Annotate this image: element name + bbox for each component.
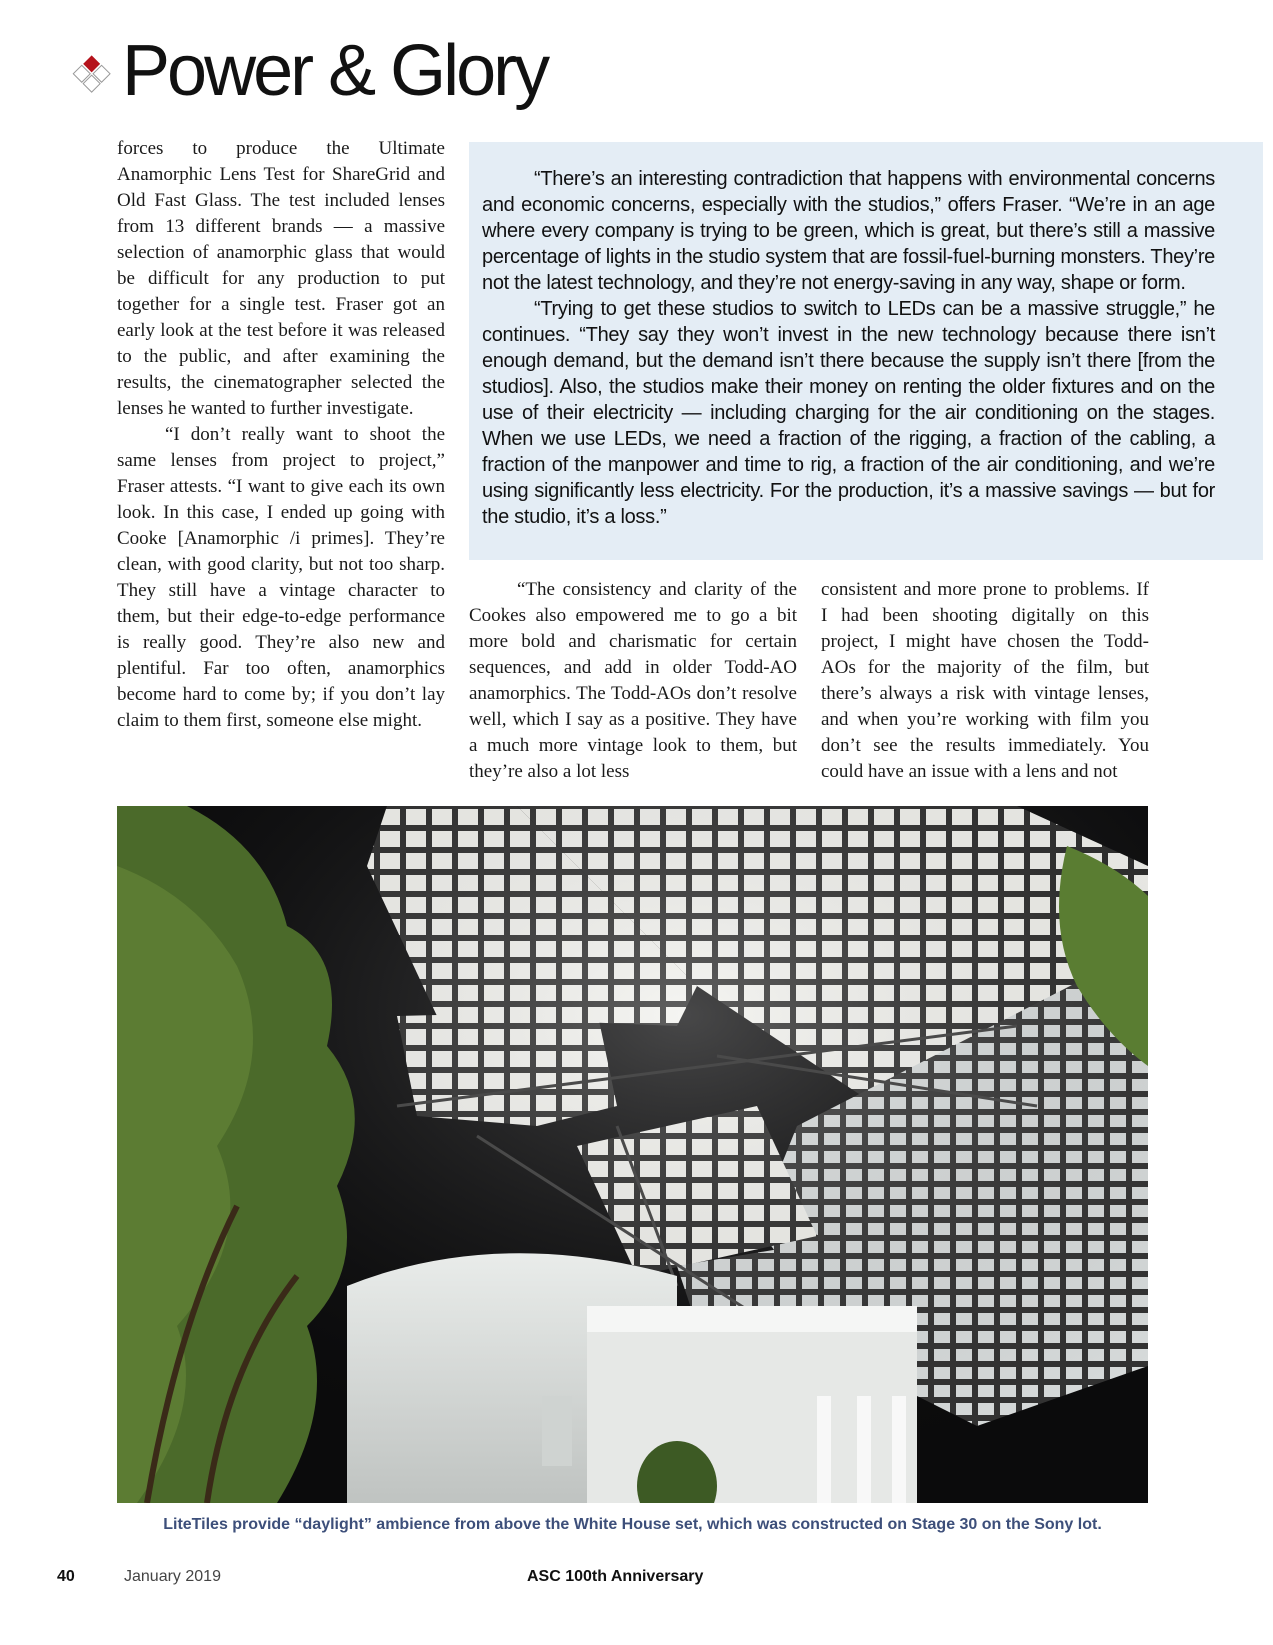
sidebar-paragraph: “Trying to get these studios to switch to LEDs can be a massive struggle,” he continues. “They say they won’t invest in the new technology because there isn’t enough demand, but the demand isn’t there because the supply isn’t there [from the studios]. Also, the studios make their money on renting the older fixtures and on the use of their electricity — including charging for the air conditioning on the stages. When we use LEDs, we need a fraction of the rigging, a fraction of the cabling, a fraction of the manpower and time to rig, a fraction of the air conditioning, and we’re using significantly less electricity. For the production, it’s a massive savings — but for the studio, it’s a loss.” xyxy=(482,298,1215,528)
article-paragraph: consistent and more prone to problems. If I had been shooting digitally on this project, I might have chosen the Todd-AOs for the majority of the film, but there’s always a risk with vintage lenses, and when you’re working with film you don’t see the results immediately. You could have an issue with a lens and not xyxy=(821,579,1149,782)
article-paragraph: “I don’t really want to shoot the same lenses from project to project,” Fraser attests. “I want to give each its own look. In this case, I ended up going with Cooke [Anamorphic /i primes]. They’re clean, with good clarity, but not too sharp. They still have a vintage character to them, but their edge-to-edge performance is really good. They’re also new and plentiful. Far too often, anamorphics become hard to come by; if you don’t lay claim to them first, someone else might. xyxy=(117,424,445,731)
article-column-middle xyxy=(469,577,797,785)
page-title: Power & Glory xyxy=(122,31,548,111)
publication-name: ASC 100th Anniversary xyxy=(527,1568,704,1585)
article-paragraph: forces to produce the Ultimate Anamorphic Lens Test for ShareGrid and Old Fast Glass. The test included lenses from 13 different brands — a massive selection of anamorphic glass that would be difficult for any production to put together for a single test. Fraser got an early look at the test before it was released to the public, and after examining the results, the cinematographer selected the lenses he wanted to further investigate. xyxy=(117,138,445,419)
photo-caption: LiteTiles provide “daylight” ambience from above the White House set, which was constructed on Stage 30 on the Sony lot. xyxy=(163,1516,1102,1533)
sidebar-paragraph: “There’s an interesting contradiction that happens with environmental concerns and economic concerns, especially with the studios,” offers Fraser. “We’re in an age where every company is trying to be green, which is great, but there’s still a massive percentage of lights in the studio system that are fossil-fuel-burning monsters. They’re not the latest technology, and they’re not energy-saving in any way, shape or form. xyxy=(482,168,1215,294)
article-paragraph: “The consistency and clarity of the Cookes also empowered me to go a bit more bold and charismatic for certain sequences, and add in older Todd-AO anamorphics. The Todd-AOs don’t resolve well, which I say as a positive. They have a much more vintage look to them, but they’re also a lot less xyxy=(469,579,797,782)
pull-quote-sidebar xyxy=(469,142,1263,560)
page-number: 40 xyxy=(57,1568,75,1585)
stage-photo xyxy=(117,806,1148,1503)
issue-date: January 2019 xyxy=(124,1568,221,1585)
article-column-right xyxy=(821,577,1149,785)
diamond-cluster-icon xyxy=(60,52,112,104)
article-column-left xyxy=(117,136,445,734)
stage-photo-illustration xyxy=(117,806,1148,1503)
